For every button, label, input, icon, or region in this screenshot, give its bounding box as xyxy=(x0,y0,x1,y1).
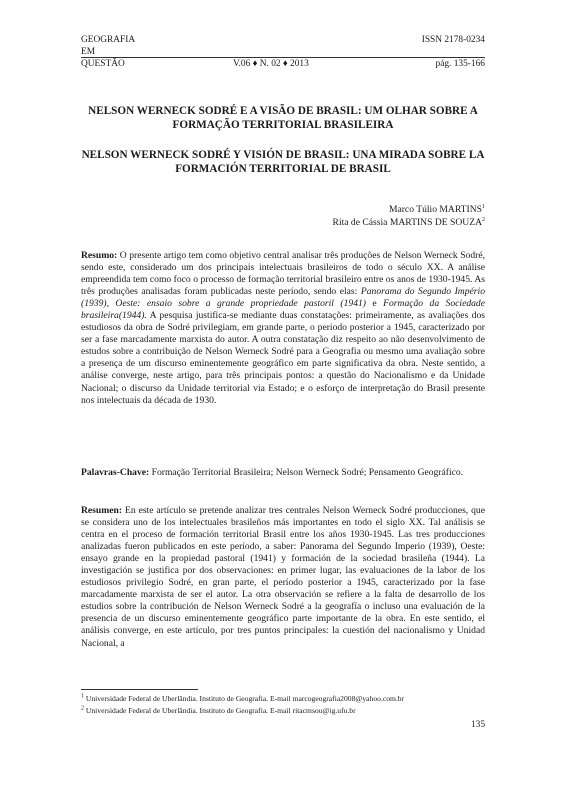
abstract-works: Panorama do Segundo Império (1939), Oeste: ensaio sobre a grande propriedade pastoril (1941) xyxy=(81,286,485,310)
footnote-text: Universidade Federal de Uberlândia. Instituto de Geografia. E-mail marcogeografia2008@yahoo.com.br xyxy=(84,694,405,703)
keywords xyxy=(81,467,485,479)
footnote-1 xyxy=(81,694,485,704)
footnote-text: Universidade Federal de Uberlândia. Instituto de Geografia. E-mail ritacmsou@ig.ufu.br xyxy=(84,706,356,715)
footnote-ref: 2 xyxy=(482,216,485,223)
issn: ISSN 2178-0234 xyxy=(421,35,485,45)
abstract-portuguese xyxy=(81,250,485,407)
journal-header xyxy=(81,34,485,70)
footnote-2 xyxy=(81,706,485,716)
abstract-work: Formação da Sociedade brasileira(1944). xyxy=(81,298,485,322)
abstract-conj: e xyxy=(365,298,384,310)
title-portuguese: NELSON WERNECK SODRÉ E A VISÃO DE BRASIL: UM OLHAR SOBRE A FORMAÇÃO TERRITORIAL BRASILEIRA xyxy=(88,105,478,131)
journal-name-line1: GEOGRAFIA xyxy=(81,35,136,45)
resumen-text: En este artículo se pretende analizar tres centrales Nelson Werneck Sodré producciones, que se considera uno de los intelectuales brasileños más importantes en todo el siglo XX. Tal análisis se centra en el proceso de formación territorial Brasil entre los años 1930-1945. Las tres producciones analizadas fueron publicados en este período, a saber: Panorama del Segundo Imperio (1939), Oeste: ensayo grande en la propiedad pastoral (1941) y formación de la sociedad brasileña (1944). La investigación se justifica por dos observaciones: en primer lugar, las evaluaciones de la labor de los estudiosos privilegio Sodré, en gran parte, el período posterior a 1945, caracterizado por la fase marcadamente marxista de ser el autor. La otra observación se refiere a la falta de desarrollo de los estudios sobre la contribución de Nelson Werneck Sodré a la geografía o incluso una evaluación de la presencia de un discurso eminentemente geográfico parte importante de la obra. En este sentido, el análisis converge, en este artículo, por tres puntos principales: la cuestión del nacionalismo y Unidad Nacional, a xyxy=(81,505,485,649)
footnote-ref: 1 xyxy=(81,693,84,700)
keywords-text: Formação Territorial Brasileira; Nelson Werneck Sodré; Pensamento Geográfico. xyxy=(149,467,464,478)
page-range: pág. 135-166 xyxy=(435,59,485,69)
journal-name-line2: EM xyxy=(81,47,96,57)
abstract-text-cont: A pesquisa justifica-se mediante duas constatações: primeiramente, as avaliações dos estudiosos da obra de Sodré privilegiam, em grande parte, o período posterior a 1945, caracterizado por ser a fase marcadamente marxista do autor. A outra constatação diz respeito ao não desenvolvimento de estudos sobre a contribuição de Nelson Werneck Sodré para a Geografia ou mesmo uma avaliação sobre a presença de um discurso eminentemente geográfico em parte significativa da obra. Neste sentido, a análise converge, neste artigo, para três principais pontos: a questão do Nacionalismo e da Unidade Nacional; o discurso da Unidade territorial via Estado; e o esforço de interpretação do Brasil presente nos intelectuais da década de 1930. xyxy=(81,310,485,406)
author-1 xyxy=(333,203,485,216)
abstract-label: Resumo: xyxy=(81,250,118,261)
footnote-ref: 1 xyxy=(482,203,485,210)
page-number: 135 xyxy=(470,720,485,730)
abstract-spanish xyxy=(81,505,485,650)
author-block xyxy=(333,203,485,229)
footnote-rule xyxy=(81,689,198,690)
volume-info: V.06 ♦ N. 02 ♦ 2013 xyxy=(233,59,309,69)
resumen-label: Resumen: xyxy=(81,505,123,516)
title-spanish: NELSON WERNECK SODRÉ Y VISIÓN DE BRASIL: UNA MIRADA SOBRE LA FORMACIÓN TERRITORIAL DE BRASIL xyxy=(81,149,485,175)
journal-name-line3: QUESTÃO xyxy=(81,59,125,69)
abstract-text: O presente artigo tem como objetivo central analisar três produções de Nelson Werneck Sodré, sendo este, considerado um dos principais intelectuais brasileiros de todo o século XX. A análise empreendida tem como foco o processo de formação territorial brasileiro entre os anos de 1930-1945. As três produções analisadas foram publicadas neste período, sendo elas: xyxy=(81,250,485,298)
author-2 xyxy=(333,216,485,229)
author-name: Marco Túlio MARTINS xyxy=(388,204,482,215)
footnote-ref: 2 xyxy=(81,705,84,712)
keywords-label: Palavras-Chave: xyxy=(81,467,150,478)
author-name: Rita de Cássia MARTINS DE SOUZA xyxy=(332,217,482,228)
